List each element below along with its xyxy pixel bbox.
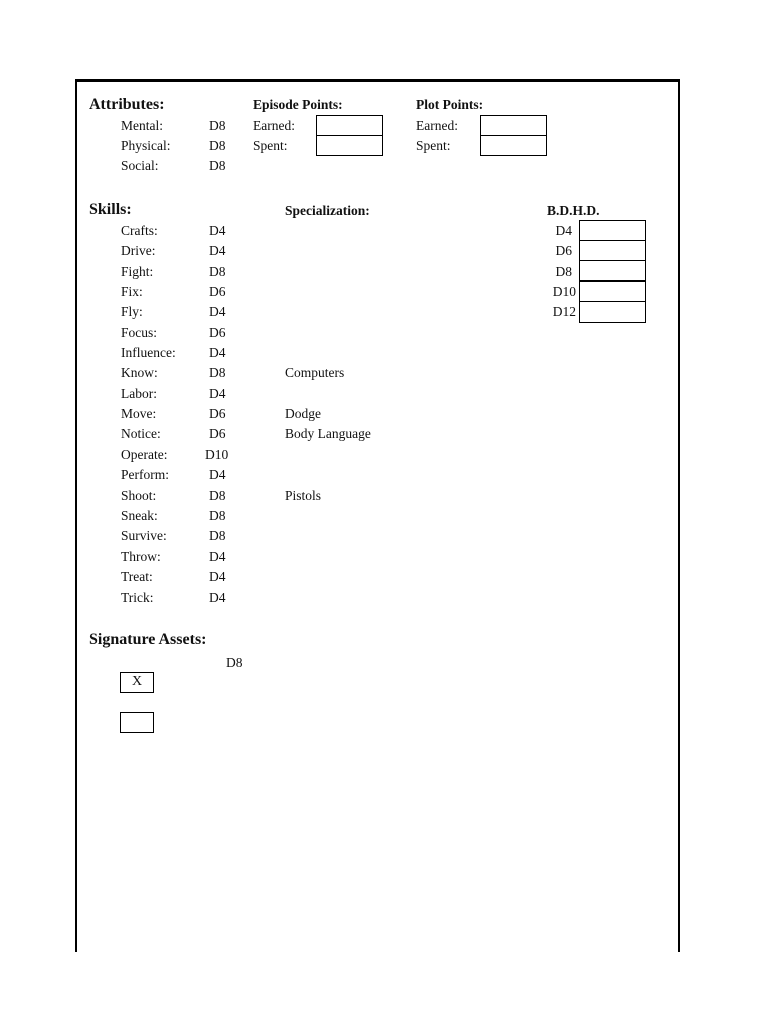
skill-label: Focus:: [121, 325, 158, 340]
bdhd-die-label: D6: [555, 243, 572, 258]
skill-die: D6: [209, 284, 226, 299]
attribute-label: Mental:: [121, 118, 163, 133]
skill-label: Fly:: [121, 304, 143, 319]
skill-label: Treat:: [121, 569, 153, 584]
plot-spent-label: Spent:: [416, 138, 451, 153]
skill-label: Notice:: [121, 426, 161, 441]
signature-asset-checkbox-1[interactable]: X: [120, 672, 154, 693]
bdhd-die-label: D10: [552, 284, 576, 299]
plot-earned-label: Earned:: [416, 118, 458, 133]
bdhd-d4-field[interactable]: [579, 220, 646, 241]
bdhd-die-label: D8: [555, 264, 572, 279]
skill-die: D4: [209, 223, 226, 238]
bdhd-d12-field[interactable]: [579, 301, 646, 323]
signature-asset-die: D8: [226, 655, 243, 670]
skill-specialization: Pistols: [285, 488, 322, 503]
skill-label: Sneak:: [121, 508, 158, 523]
episode-spent-field[interactable]: [316, 135, 383, 156]
skill-label: Fight:: [121, 264, 154, 279]
skill-die: D4: [209, 345, 226, 360]
bdhd-d6-field[interactable]: [579, 240, 646, 261]
skill-label: Trick:: [121, 590, 154, 605]
skill-label: Labor:: [121, 386, 157, 401]
skill-label: Survive:: [121, 528, 167, 543]
attributes-heading: Attributes:: [89, 96, 165, 113]
skill-label: Fix:: [121, 284, 143, 299]
skill-label: Operate:: [121, 447, 168, 462]
plot-earned-field[interactable]: [480, 115, 547, 136]
bdhd-d10-field[interactable]: [579, 281, 646, 302]
skill-label: Drive:: [121, 243, 156, 258]
specialization-heading: Specialization:: [285, 203, 370, 218]
skill-label: Perform:: [121, 467, 169, 482]
episode-spent-label: Spent:: [253, 138, 288, 153]
skill-die: D8: [209, 365, 226, 380]
episode-earned-label: Earned:: [253, 118, 295, 133]
episode-points-heading: Episode Points:: [253, 97, 343, 112]
skill-die: D4: [209, 467, 226, 482]
bdhd-die-label: D12: [552, 304, 576, 319]
skill-label: Influence:: [121, 345, 176, 360]
skill-die: D4: [209, 590, 226, 605]
skill-label: Crafts:: [121, 223, 158, 238]
skill-die: D6: [209, 406, 226, 421]
skill-label: Throw:: [121, 549, 161, 564]
skill-label: Move:: [121, 406, 157, 421]
skill-die: D8: [209, 528, 226, 543]
plot-points-heading: Plot Points:: [416, 97, 484, 112]
skill-die: D4: [209, 304, 226, 319]
attribute-die: D8: [209, 138, 226, 153]
attribute-label: Social:: [121, 158, 159, 173]
skill-die: D8: [209, 264, 226, 279]
skill-die: D4: [209, 569, 226, 584]
skill-die: D6: [209, 426, 226, 441]
attribute-die: D8: [209, 158, 226, 173]
skill-die: D4: [209, 386, 226, 401]
skill-die: D4: [209, 243, 226, 258]
episode-earned-field[interactable]: [316, 115, 383, 136]
skill-die: D10: [205, 447, 229, 462]
skill-label: Know:: [121, 365, 158, 380]
skill-die: D4: [209, 549, 226, 564]
signature-asset-checkbox-2[interactable]: [120, 712, 154, 733]
attribute-die: D8: [209, 118, 226, 133]
skill-die: D8: [209, 508, 226, 523]
signature-assets-heading: Signature Assets:: [89, 631, 207, 648]
bdhd-die-label: D4: [555, 223, 572, 238]
skills-heading: Skills:: [89, 201, 132, 218]
skill-specialization: Computers: [285, 365, 345, 380]
plot-spent-field[interactable]: [480, 135, 547, 156]
bdhd-d8-field[interactable]: [579, 260, 646, 281]
skill-specialization: Body Language: [285, 426, 371, 441]
skill-label: Shoot:: [121, 488, 157, 503]
bdhd-heading: B.D.H.D.: [547, 203, 600, 218]
skill-specialization: Dodge: [285, 406, 321, 421]
skill-die: D8: [209, 488, 226, 503]
attribute-label: Physical:: [121, 138, 171, 153]
skill-die: D6: [209, 325, 226, 340]
